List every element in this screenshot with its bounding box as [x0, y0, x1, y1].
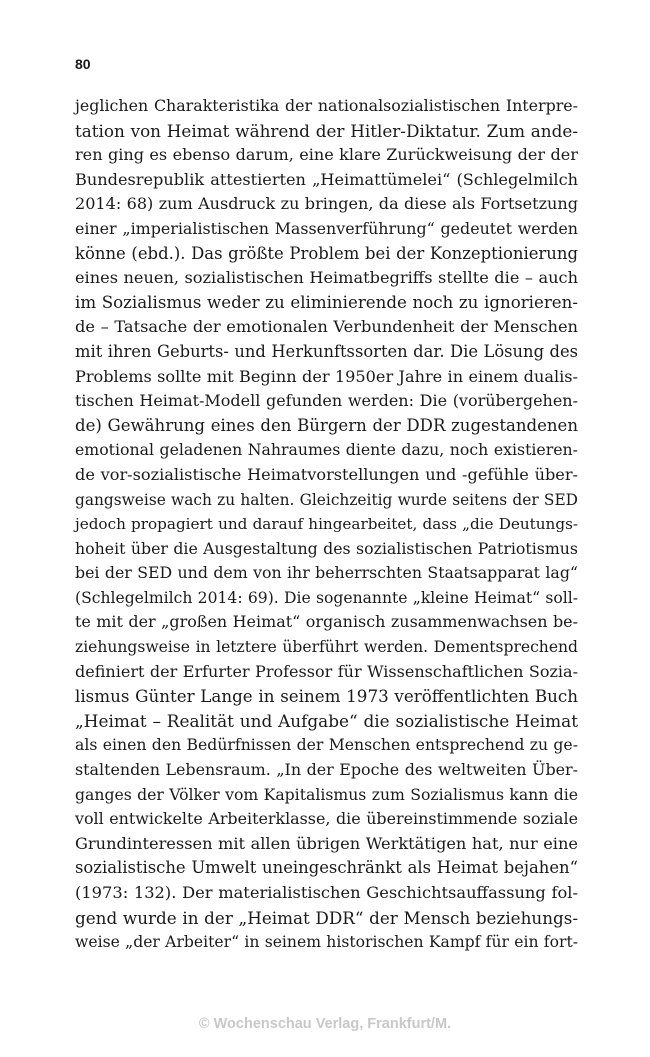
text-line: eines neuen, sozialistischen Heimatbegriffs stellte die – auch [75, 268, 578, 288]
text-line: „Heimat – Realität und Aufgabe“ die sozialistische Heimat [75, 710, 578, 731]
text-line: im Sozialismus weder zu eliminierende noch zu ignorieren- [75, 292, 578, 312]
text-line: lismus Günter Lange in seinem 1973 veröffentlichten Buch [75, 686, 578, 707]
text-line: ganges der Völker vom Kapitalismus zum Sozialismus kann die [75, 784, 578, 804]
text-line: ziehungsweise in letztere überführt werden. Dementsprechend [75, 638, 578, 657]
text-line: staltenden Lebensraum. „In der Epoche des weltweiten Über- [75, 760, 578, 780]
text-line: Bundesrepublik attestierten „Heimattümelei“ (Schlegelmilch [75, 169, 578, 189]
text-line: mit ihren Geburts- und Herkunftssorten dar. Die Lösung des [75, 341, 578, 361]
text-line: tischen Heimat-Modell gefunden werden: Die (vorübergehen- [75, 391, 578, 411]
text-line: (1973: 132). Der materialistischen Geschichtsauffassung fol- [75, 883, 578, 902]
text-line: gend wurde in der „Heimat DDR“ der Mensch beziehungs- [75, 907, 578, 928]
text-line: als einen den Bedürfnissen der Menschen entsprechend zu ge- [75, 735, 578, 755]
text-line: voll entwickelte Arbeiterklasse, die übereinstimmende soziale [75, 809, 578, 829]
copyright-notice: © Wochenschau Verlag, Frankfurt/M. [198, 1016, 452, 1032]
text-line: hoheit über die Ausgestaltung des sozialistischen Patriotismus [75, 538, 578, 558]
text-line: bei der SED und dem von ihr beherrschten Staatsapparat lag“ [75, 563, 578, 583]
text-line: emotional geladenen Nahraumes diente dazu, noch existieren- [75, 440, 578, 460]
text-line: weise „der Arbeiter“ in seinem historischen Kampf für ein fort- [75, 933, 578, 952]
text-line: de) Gewährung eines den Bürgern der DDR zugestandenen [75, 415, 578, 435]
text-line: sozialistische Umwelt uneingeschränkt als Heimat bejahen“ [75, 858, 578, 878]
text-line: Problems sollte mit Beginn der 1950er Jahre in einem dualis- [75, 366, 578, 386]
text-line: de vor-sozialistische Heimatvorstellungen und -gefühle über- [75, 464, 578, 484]
text-line: tation von Heimat während der Hitler-Diktatur. Zum ande- [75, 120, 578, 141]
text-line: Grundinteressen mit allen übrigen Werktätigen hat, nur eine [75, 833, 578, 853]
page-number: 80 [75, 56, 91, 72]
text-line: definiert der Erfurter Professor für Wissenschaftlichen Sozia- [75, 661, 578, 681]
text-line: 2014: 68) zum Ausdruck zu bringen, da diese als Fortsetzung [75, 194, 578, 214]
text-line: gangsweise wach zu halten. Gleichzeitig wurde seitens der SED [75, 490, 578, 509]
text-line: de – Tatsache der emotionalen Verbundenheit der Menschen [75, 317, 578, 337]
body-text [75, 94, 578, 955]
text-line: einer „imperialistischen Massenverführung“ gedeutet werden [75, 218, 578, 238]
text-line: te mit der „großen Heimat“ organisch zusammenwachsen be- [75, 612, 578, 632]
text-line: ren ging es ebenso darum, eine klare Zurückweisung der der [75, 145, 578, 165]
text-line: jedoch propagiert und darauf hingearbeitet, dass „die Deutungs- [75, 515, 578, 534]
text-line: jeglichen Charakteristika der nationalsozialistischen Interpre- [75, 96, 578, 115]
text-line: könne (ebd.). Das größte Problem bei der Konzeptionierung [75, 243, 578, 263]
text-line: (Schlegelmilch 2014: 69). Die sogenannte „kleine Heimat“ soll- [75, 588, 578, 607]
